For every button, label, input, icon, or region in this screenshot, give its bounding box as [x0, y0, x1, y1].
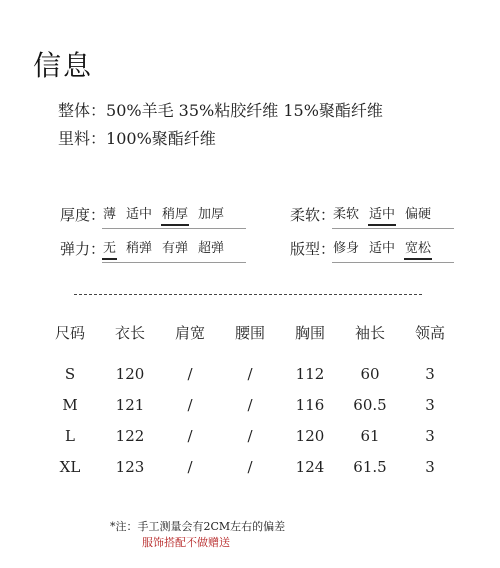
- fit-options: [332, 232, 454, 263]
- thickness-option: 适中: [126, 207, 153, 222]
- composition-label: 里料: [58, 129, 91, 148]
- table-row: [40, 389, 460, 420]
- composition-value: 100%聚酯纤维: [106, 129, 216, 148]
- softness-label: 柔软：: [290, 206, 336, 224]
- table-cell: /: [247, 364, 253, 383]
- table-cell: /: [187, 457, 193, 476]
- table-cell: S: [64, 364, 76, 383]
- composition-sep: ：: [90, 129, 107, 148]
- table-cell: 60: [360, 364, 380, 383]
- size-table-header-cell: 胸围: [294, 323, 325, 342]
- table-cell: 124: [295, 457, 325, 476]
- fit-option: 适中: [369, 241, 396, 256]
- size-table: [40, 318, 460, 482]
- size-table-header-cell: 肩宽: [174, 323, 205, 342]
- table-cell: /: [247, 457, 253, 476]
- size-table-header-cell: 尺码: [54, 323, 85, 342]
- table-cell: /: [247, 395, 253, 414]
- table-cell: 122: [115, 426, 145, 445]
- size-table-header: [40, 318, 460, 346]
- elasticity-label: 弹力：: [60, 240, 106, 258]
- table-cell: XL: [59, 457, 81, 476]
- size-table-header-cell: 领高: [414, 323, 445, 342]
- measurement-note: *注：手工测量会有2CM左右的偏差: [110, 520, 286, 533]
- softness-option: 柔软: [333, 207, 360, 222]
- fit-option: 宽松: [404, 237, 432, 260]
- softness-options: [332, 198, 454, 229]
- elasticity-options: [102, 232, 246, 263]
- table-cell: 3: [425, 457, 435, 476]
- thickness-option: 加厚: [198, 207, 225, 222]
- table-cell: /: [187, 395, 193, 414]
- table-cell: 3: [425, 426, 435, 445]
- size-table-header-cell: 衣长: [114, 323, 145, 342]
- table-cell: 123: [115, 457, 145, 476]
- thickness-option: 稍厚: [161, 203, 189, 226]
- table-cell: 3: [425, 395, 435, 414]
- table-cell: 112: [295, 364, 325, 383]
- table-cell: 60.5: [353, 395, 387, 414]
- softness-option: 偏硬: [405, 207, 432, 222]
- composition-sep: ：: [90, 101, 107, 120]
- table-cell: /: [187, 364, 193, 383]
- table-cell: 121: [115, 395, 145, 414]
- dashed-divider: [74, 294, 422, 295]
- table-cell: /: [187, 426, 193, 445]
- thickness-option: 薄: [103, 207, 117, 222]
- table-cell: 61.5: [353, 457, 387, 476]
- page-title: 信息: [33, 49, 94, 82]
- table-cell: M: [62, 395, 78, 414]
- accessories-note: 服饰搭配不做赠送: [142, 536, 230, 549]
- composition-lining: [58, 126, 216, 149]
- softness-option: 适中: [368, 203, 396, 226]
- table-cell: 61: [360, 426, 380, 445]
- thickness-options: [102, 198, 246, 229]
- size-table-header-cell: 袖长: [354, 323, 385, 342]
- elasticity-option: 稍弹: [126, 241, 153, 256]
- table-cell: 120: [115, 364, 145, 383]
- table-cell: /: [247, 426, 253, 445]
- table-cell: 3: [425, 364, 435, 383]
- fit-label: 版型：: [290, 240, 336, 258]
- table-cell: 120: [295, 426, 325, 445]
- table-row: [40, 358, 460, 389]
- thickness-label: 厚度：: [60, 206, 106, 224]
- table-row: [40, 451, 460, 482]
- table-cell: 116: [295, 395, 325, 414]
- composition-overall: [58, 98, 383, 121]
- elasticity-option: 无: [102, 237, 117, 260]
- composition-label: 整体: [58, 101, 91, 120]
- elasticity-option: 有弹: [162, 241, 189, 256]
- fit-option: 修身: [333, 241, 360, 256]
- table-cell: L: [65, 426, 75, 445]
- elasticity-option: 超弹: [198, 241, 225, 256]
- table-row: [40, 420, 460, 451]
- composition-value: 50%羊毛 35%粘胶纤维 15%聚酯纤维: [106, 101, 383, 120]
- size-table-header-cell: 腰围: [234, 323, 265, 342]
